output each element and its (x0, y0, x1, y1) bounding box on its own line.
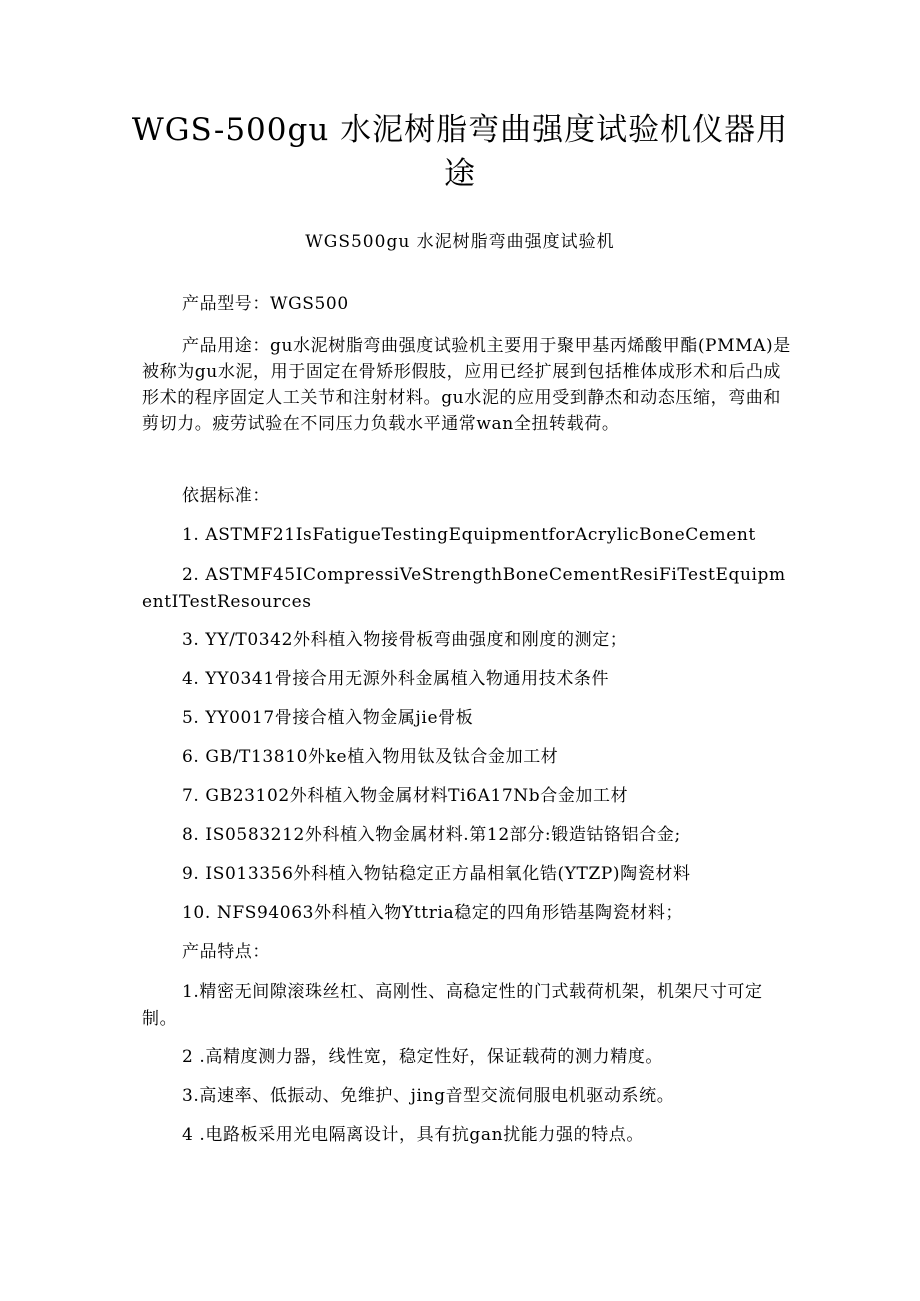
standard-item: 8. IS0583212外科植入物金属材料.第12部分:锻造钴铬铝合金; (182, 825, 681, 845)
standard-item: 3. YY/T0342外科植入物接骨板弯曲强度和刚度的测定； (182, 630, 628, 650)
standard-item: 1. ASTMF21IsFatigueTestingEquipmentforAcrylicBoneCement (182, 525, 756, 545)
feature-item: 2 .高精度测力器，线性宽，稳定性好，保证载荷的测力精度。 (182, 1047, 664, 1067)
product-usage: 产品用途：gu水泥树脂弯曲强度试验机主要用于聚甲基丙烯酸甲酯(PMMA)是被称为gu水泥，用于固定在骨矫形假肢，应用已经扩展到包括椎体成形术和后凸成形术的程序固定人工关节和注射材料。gu水泥的应用受到静杰和动态压缩，弯曲和剪切力。疲劳试验在不同压力负载水平通常wan全扭转载荷。 (142, 336, 791, 434)
standard-item: 7. GB23102外科植入物金属材料Ti6A17Nb合金加工材 (182, 786, 629, 806)
feature-item: 4 .电路板采用光电隔离设计，具有抗gan扰能力强的特点。 (182, 1125, 644, 1145)
features-heading: 产品特点： (182, 942, 270, 962)
standard-item: 10. NFS94063外科植入物Yttria稳定的四角形锆基陶瓷材料； (182, 903, 684, 923)
product-model: 产品型号：WGS500 (182, 294, 349, 314)
standard-item: 6. GB/T13810外ke植入物用钛及钛合金加工材 (182, 747, 559, 767)
standards-heading: 依据标准： (182, 486, 270, 506)
document-subtitle: WGS500gu 水泥树脂弯曲强度试验机 (305, 232, 615, 252)
standard-item: 4. YY0341骨接合用无源外科金属植入物通用技术条件 (182, 669, 610, 689)
feature-item: 3.高速率、低振动、免维护、jing音型交流伺服电机驱动系统。 (182, 1086, 675, 1106)
standard-item: 5. YY0017骨接合植入物金属jie骨板 (182, 708, 474, 728)
document-title: WGS-500gu 水泥树脂弯曲强度试验机仪器用途 (131, 112, 789, 192)
feature-item: 1.精密无间隙滚珠丝杠、高刚性、高稳定性的门式载荷机架，机架尺寸可定制。 (142, 982, 763, 1029)
standard-item: 9. IS013356外科植入物钴稳定正方晶相氧化锆(YTZP)陶瓷材料 (182, 864, 691, 884)
standard-item: 2. ASTMF45ICompressiVeStrengthBoneCementResiFiTestEquipmentITestResources (142, 565, 786, 612)
